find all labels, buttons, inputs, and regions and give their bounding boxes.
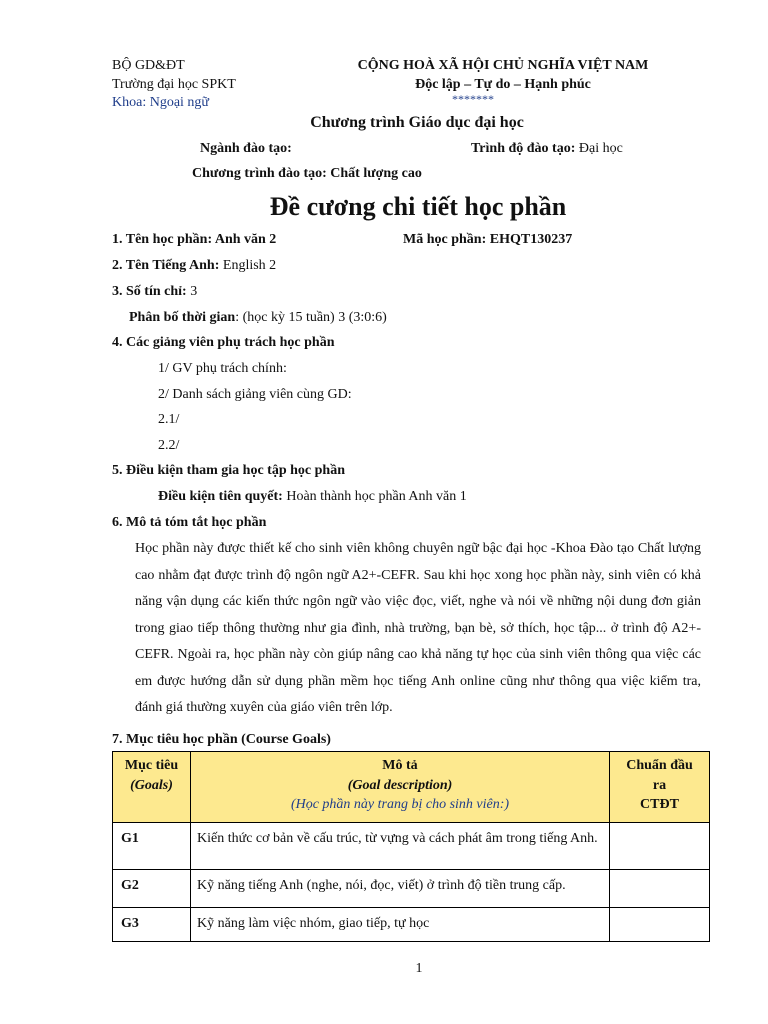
national-motto: Độc lập – Tự do – Hạnh phúc xyxy=(415,77,591,92)
credits-label: 3. Số tín chỉ: xyxy=(112,284,187,299)
table-row xyxy=(113,908,710,942)
goals-heading: 7. Mục tiêu học phần (Course Goals) xyxy=(112,732,331,747)
level-line xyxy=(471,141,623,157)
prerequisite-line xyxy=(158,489,467,505)
ministry-label: BỘ GD&ĐT xyxy=(112,58,185,73)
english-name-value: English 2 xyxy=(219,258,277,273)
lecturer-item: 2.2/ xyxy=(158,438,180,453)
goal-outcome xyxy=(610,908,710,942)
lecturer-item: 1/ GV phụ trách chính: xyxy=(158,361,287,376)
goals-column-header xyxy=(113,752,191,823)
description-column-subtitle: (Goal description) xyxy=(347,777,453,793)
outcome-column-header xyxy=(610,752,710,823)
outcome-column-title-1: Chuẩn đầu xyxy=(626,758,693,773)
lecturer-item: 2.1/ xyxy=(158,412,180,427)
summary-heading: 6. Mô tả tóm tắt học phần xyxy=(112,515,267,530)
time-allocation-value: : (học kỳ 15 tuần) 3 (3:0:6) xyxy=(235,310,387,325)
summary-paragraph: Học phần này được thiết kế cho sinh viên không chuyên ngữ bậc đại học -Khoa Đào tạo Chất lượng cao nhằm đạt được trình độ ngôn ngữ A2+-CEFR. Sau khi học xong học phần này, sinh viên có khả năng vận dụng các kiến thức ngôn ngữ vào việc đọc, viết, nghe và nói về những nội dung đơn giản trong giao tiếp thông thường như gia đình, nhà trường, bạn bè, sở thích, học tập... ở trình độ A2+-CEFR. Ngoài ra, học phần này còn giúp nâng cao khả năng tự học của sinh viên thông qua việc các em được hướng dẫn sử dụng phần mềm học tiếng Anh online cũng như thông qua việc kiểm tra, đánh giá thường xuyên của giáo viên trên lớp. xyxy=(135,541,701,715)
national-title: CỘNG HOÀ XÃ HỘI CHỦ NGHĨA VIỆT NAM xyxy=(357,58,649,73)
lecturers-heading: 4. Các giảng viên phụ trách học phần xyxy=(112,335,335,350)
time-allocation-label: Phân bố thời gian xyxy=(129,310,236,325)
goal-description: Kỹ năng làm việc nhóm, giao tiếp, tự học xyxy=(191,908,610,942)
time-allocation-line xyxy=(129,310,387,326)
goal-id: G1 xyxy=(113,823,191,870)
faculty-label: Khoa: Ngoại ngữ xyxy=(112,95,210,110)
description-column-title: Mô tả xyxy=(382,758,418,773)
goal-description: Kỹ năng tiếng Anh (nghe, nói, đọc, viết) ở trình độ tiền trung cấp. xyxy=(191,870,610,908)
english-name-line xyxy=(112,258,276,274)
goal-outcome xyxy=(610,870,710,908)
motto-stars: ******* xyxy=(452,92,494,106)
program-type: Chương trình đào tạo: Chất lượng cao xyxy=(192,166,422,181)
english-name-label: 2. Tên Tiếng Anh: xyxy=(112,258,220,273)
outcome-column-title-3: CTĐT xyxy=(640,797,679,812)
credits-line xyxy=(112,284,197,300)
level-label: Trình độ đào tạo: xyxy=(471,141,576,156)
goals-column-subtitle: (Goals) xyxy=(130,777,173,793)
level-value: Đại học xyxy=(575,141,623,156)
goal-id: G3 xyxy=(113,908,191,942)
goal-outcome xyxy=(610,823,710,870)
description-column-note: (Học phần này trang bị cho sinh viên:) xyxy=(290,797,510,812)
page-number: 1 xyxy=(415,961,423,976)
goals-column-title: Mục tiêu xyxy=(124,758,179,773)
field-label: Ngành đào tạo: xyxy=(200,141,292,156)
course-name: 1. Tên học phần: Anh văn 2 xyxy=(112,232,277,247)
outcome-column-title-2: ra xyxy=(652,777,667,793)
goal-description: Kiến thức cơ bản về cấu trúc, từ vựng và cách phát âm trong tiếng Anh. xyxy=(191,823,610,870)
description-column-header xyxy=(191,752,610,823)
goal-id: G2 xyxy=(113,870,191,908)
course-code: Mã học phần: EHQT130237 xyxy=(403,232,573,247)
goals-table-header-row xyxy=(113,752,710,823)
prerequisite-label: Điều kiện tiên quyết: xyxy=(158,489,283,504)
conditions-heading: 5. Điều kiện tham gia học tập học phần xyxy=(112,463,345,478)
table-row xyxy=(113,870,710,908)
program-title: Chương trình Giáo dục đại học xyxy=(310,114,524,131)
credits-value: 3 xyxy=(186,284,198,299)
goals-table xyxy=(112,751,710,942)
prerequisite-value: Hoàn thành học phần Anh văn 1 xyxy=(282,489,467,504)
university-label: Trường đại học SPKT xyxy=(112,77,236,92)
table-row xyxy=(113,823,710,870)
document-title: Đề cương chi tiết học phần xyxy=(269,192,567,221)
lecturer-item: 2/ Danh sách giảng viên cùng GD: xyxy=(158,387,352,402)
